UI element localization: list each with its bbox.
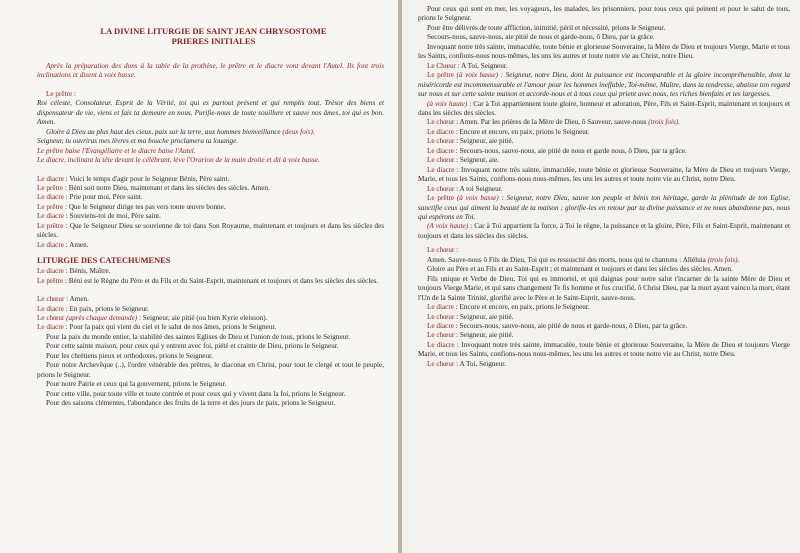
dialogue-line: [37, 277, 384, 286]
petition: Invoquant notre très sainte, immaculée, toute bénie et glorieuse Souveraine, la Mère de Dieu et toujours Vierge, Marie et tous les Saints, confions-nous nous-mêmes, les uns les autres et toute notre vie au Christ, notre Dieu.: [418, 42, 790, 61]
speaker-label: Le chœur: [427, 137, 455, 146]
litany-line: [418, 137, 790, 146]
roi-celeste-prayer: Roi céleste, Consolateur, Esprit de la Vérité, toi qui es partout présent et qui remplis tout, Trésor des biens et dispensateur de vie, viens et fais ta demeure en nous. Purifie-nous de toute souillure et sauve nos âmes, toi qui es bon. Amen.: [37, 99, 384, 127]
litany-text: : Secours-nous, sauve-nous, aie pitié de nous et garde-nous, ô Dieu, par ta grâce.: [453, 321, 688, 330]
gloire-rubric: (deux fois).: [282, 127, 315, 136]
speaker-label: Le diacre: [37, 304, 64, 313]
litany-text: : A toi Seigneur.: [454, 184, 503, 193]
speaker-label: Le diacre: [427, 340, 455, 349]
ecphonesis-2: [418, 222, 790, 241]
petition: Pour des saisons clémentes, l'abondance des fruits de la terre et des jours de paix, prions le Seigneur.: [46, 399, 336, 408]
litany-text: : Amen.: [64, 295, 89, 304]
petition: Pour notre Patrie et ceux qui la gouvernent, prions le Seigneur.: [46, 380, 227, 389]
dialogue-block: [37, 175, 384, 251]
speaker-label: Le diacre: [37, 193, 64, 202]
litany-rubric: (trois fois).: [648, 118, 680, 127]
litany-text: : Seigneur, aie pitié.: [454, 312, 514, 321]
monogenes-hymn: Fils unique et Verbe de Dieu, Toi qui es immortel, et qui daignas pour notre salut t'incarner de la sainte Mère de Dieu et toujours Vierge Marie, et qui sans changement Te fis homme et fus crucifié, ô Christ Dieu, par la mort ayant vaincu la mort, étant l'Un de la Sainte Trinité, glorifié avec le Père et le Saint-Esprit, sauve-nous.: [418, 274, 790, 302]
speaker-label: Le prêtre: [427, 71, 454, 80]
dialogue-text: : Prie pour moi, Père saint.: [63, 193, 143, 202]
intro-rubric: Après la préparation des dons à la table de la prothèse, le prêtre et le diacre vont devant l'Autel. Ils font trois inclinations et disent à voix basse.: [37, 62, 384, 80]
ecphonesis-text: : Car à Toi appartient la force, à Toi le règne, la puissance et la gloire, Père, Fils et Saint-Esprit, maintenant et toujours et dans les siècles des siècles.: [418, 222, 790, 240]
dialogue-line: [37, 184, 384, 193]
priest-label: Le prêtre :: [46, 89, 76, 98]
ecphonesis-text: : Car à Toi appartiennent toute gloire, honneur et adoration, Père, Fils et Saint-Esprit, maintenant et toujours et dans les siècles des siècles.: [418, 99, 791, 117]
litany-line: [418, 185, 790, 194]
speaker-label: Le diacre: [37, 174, 64, 183]
speaker-label: Le chœur: [427, 184, 455, 193]
speaker-label: Le chœur: [427, 359, 455, 368]
petition: Pour cette sainte maison, pour ceux qui y entrent avec foi, piété et crainte de Dieu, prions le Seigneur.: [46, 342, 339, 351]
speaker-label: Le diacre: [427, 127, 454, 136]
prayer-rubric: (à voix basse): [453, 71, 499, 80]
petition: Pour la paix du monde entier, la stabilité des saintes Eglises de Dieu et l'union de tous, prions le Seigneur.: [46, 332, 351, 341]
petition: Pour les chrétiens pieux et orthodoxes, prions le Seigneur.: [46, 351, 213, 360]
speaker-label: Le prêtre: [37, 221, 64, 230]
litany-line: [418, 322, 790, 331]
litany-block-3: [418, 303, 790, 369]
prayer-rubric: (à voix basse): [454, 194, 499, 203]
litany-line: [418, 331, 790, 340]
petition: Secours-nous, sauve-nous, aie pitié de nous et garde-nous, ô Dieu, par ta grâce.: [427, 33, 655, 42]
litany-text: : A Toi, Seigneur.: [454, 359, 507, 368]
litany-line: [37, 323, 384, 332]
dialogue-text: : Amen.: [63, 240, 89, 249]
silent-prayer-1: [418, 71, 790, 99]
silent-prayer-2: [418, 194, 790, 222]
litany-text: : Seigneur, aie.: [454, 156, 499, 165]
hymn-text: Amen. Sauve-nous ô Fils de Dieu, Toi qui es ressuscité des morts, nous qui te chantons : Alléluia: [427, 255, 708, 264]
dialogue-line: [37, 241, 384, 250]
ecphonesis-rubric: (à voix haute): [427, 99, 468, 108]
ecphonesis-rubric: (A voix haute): [427, 222, 469, 231]
litany-block: [37, 295, 384, 333]
speaker-label: Le chœur: [427, 156, 455, 165]
right-page: [402, 0, 800, 553]
litany-text: : Pour la paix qui vient du ciel et le salut de nos âmes, prions le Seigneur.: [63, 323, 277, 332]
speaker-label: Le Chœur: [427, 61, 456, 70]
speaker-label: Le diacre: [427, 321, 454, 330]
litany-text: : Invoquant notre très sainte, immaculée, toute bénie et glorieuse Souveraine, la Mère de Dieu et toujours Vierge Marie, et tous les Saints, confions-nous nous-mêmes, les uns les autres et toute notre vie au Christ, notre Dieu.: [418, 340, 790, 359]
litany-line: [418, 147, 790, 156]
litany-text: : En paix, prions le Seigneur.: [63, 304, 149, 313]
prayer-text: : Seigneur, notre Dieu, sauve ton peuple et bénis ton héritage, garde la plénitude de ton Eglise, sanctifie ceux qui aiment la beauté de ta maison ; glorifie-les en retour par ta divine puissance et ne nous abandonne pas, nous qui espérons en Toi.: [418, 194, 790, 221]
speaker-label: Le prêtre: [427, 194, 455, 203]
petition: Pour notre Archevêque (..), l'ordre vénérable des prêtres, le diaconat en Christ, pour tout le clergé et tout le peuple, prions le Seigneur.: [37, 361, 384, 379]
speaker-label: Le chœur: [37, 313, 65, 322]
section-title: LITURGIE DES CATECHUMENES: [37, 256, 171, 266]
speaker-label: Le diacre: [427, 146, 454, 155]
litany-text: : Encore et encore, en paix, prions le Seigneur.: [453, 303, 590, 312]
litany-line: [418, 118, 790, 127]
speaker-label: Le prêtre: [37, 202, 64, 211]
gloire-text: Gloire à Dieu au plus haut des cieux, paix sur la terre, aux hommes bienveillance: [46, 127, 283, 136]
dialogue-line: [37, 222, 384, 241]
dialogue-text: : Que le Seigneur Dieu se souvienne de toi dans Son Royaume, maintenant et toujours et dans les siècles des siècles.: [37, 221, 384, 240]
petition: Pour ceux qui sont en mer, les voyageurs, les malades, les prisonniers, pour tous ceux qui peinent et pour le salut de tous, prions le Seigneur.: [418, 5, 790, 23]
dialogue-text: : Béni soit notre Dieu, maintenant et dans les siècles des siècles. Amen.: [63, 183, 270, 192]
petition: Pour cette ville, pour toute ville et toute contrée et pour ceux qui y vivent dans la foi, prions le Seigneur.: [46, 389, 346, 398]
dialogue-line: [37, 203, 384, 212]
litany-line: [418, 128, 790, 137]
dialogue-text: : Souviens-toi de moi, Père saint.: [63, 212, 161, 221]
litany-text: : Seigneur, aie pitié.: [454, 137, 514, 146]
litany-line: [37, 305, 384, 314]
speaker-label: Le prêtre: [37, 183, 64, 192]
dialogue-line: [37, 212, 384, 221]
speaker-label: Le diacre: [427, 303, 454, 312]
dialogue-text: : Bénis, Maître.: [63, 267, 111, 276]
hymn-rubric: (trois fois).: [707, 255, 740, 264]
hymn-line: [418, 256, 790, 265]
page-title: [37, 26, 384, 46]
dialogue-line: [37, 267, 384, 276]
litany-text: : Encore et encore, en paix, prions le Seigneur.: [453, 127, 590, 136]
title-line-1: LA DIVINE LITURGIE DE SAINT JEAN CHRYSOSTOME: [100, 26, 327, 36]
litany-text: : Invoquant notre très sainte, immaculée, toute bénie et glorieuse Souveraine, la Mère de Dieu et toujours Vierge, Marie, et tous les Saints, confions-nous nous-mêmes, les uns les autres et toute notre vie au Christ, notre Dieu.: [418, 165, 790, 184]
litany-line: [37, 314, 384, 323]
levres-verse: Seigneur, tu ouvriras mes lèvres et ma bouche proclamera ta louange.: [37, 137, 239, 146]
diacre-incline-rubric: Le diacre, inclinant la tête devant le célébrant, lève l'Orarion de la main droite et dit à voix basse.: [37, 156, 320, 165]
dialogue-line: [37, 193, 384, 202]
speaker-label: Le diacre: [37, 240, 64, 249]
dialogue-text: : Voici le temps d'agir pour le Seigneur Bénis, Père saint.: [63, 174, 230, 183]
speaker-label: Le diacre: [427, 165, 455, 174]
speaker-label: Le chœur: [427, 118, 455, 127]
litany-text: : Amen. Par les prières de la Mère de Dieu, ô Sauveur, sauve-nous: [454, 118, 649, 127]
litany-line: [418, 313, 790, 322]
left-page: [0, 0, 398, 553]
dialogue-line: [37, 175, 384, 184]
litany-text: : Seigneur, aie pitié.: [454, 331, 514, 340]
response-text: : A Toi, Seigneur.: [455, 61, 508, 70]
litany-line: [418, 166, 790, 185]
speaker-label: Le chœur: [37, 295, 65, 304]
dialogue-text: : Béni est le Règne du Père et du Fils et du Saint-Esprit, maintenant et toujours et dans les siècles des siècles.: [63, 276, 379, 285]
litany-block-2: [418, 118, 790, 194]
gloire-pere: Gloire au Père et au Fils et au Saint-Esprit ; et maintenant et toujours et dans les siècles des siècles. Amen.: [427, 265, 733, 274]
prayer-text: : Seigneur, notre Dieu, dont la puissance est incomparable et la gloire incompréhensible, dont la miséricorde est incommensurable et l'amour pour les hommes ineffable, Toi-même, Maître, dans ta tendresse, abaisse ton regard sur nous et sur cette sainte maison et accorde-nous et à tous ceux qui prient avec nous, tes riches bienfaits et tes largesses.: [418, 71, 791, 99]
title-line-2: PRIERES INITIALES: [171, 36, 256, 46]
gloire-prayer: [37, 128, 384, 137]
speaker-label: Le diacre: [37, 212, 64, 221]
litany-line: [418, 341, 790, 360]
litany-line: [37, 295, 384, 304]
dialogue-text: : Que le Seigneur dirige tes pas vers toute œuvre bonne.: [63, 202, 226, 211]
litany-rubric: (après chaque demande): [64, 313, 138, 322]
speaker-label: Le prêtre: [37, 276, 64, 285]
speaker-label: Le chœur: [427, 331, 455, 340]
speaker-label: Le chœur: [427, 312, 455, 321]
litany-text: : Secours-nous, sauve-nous, aie pitié de nous et garde nous, ô Dieu, par ta grâce.: [453, 146, 687, 155]
litany-line: [418, 156, 790, 165]
pretre-baise-rubric: Le prêtre baise l'Evangéliaire et le diacre baise l'Autel.: [37, 146, 196, 155]
litany-text: : Seigneur, aie pitié (ou bien Kyrie eleisson).: [137, 313, 268, 322]
speaker-label: Le diacre: [37, 323, 64, 332]
choir-response: [418, 62, 790, 71]
petitions-block: [37, 333, 384, 409]
litany-line: [418, 360, 790, 369]
petition: Pour être délivrés de toute affliction, inimitié, péril et nécessité, prions le Seigneur.: [427, 23, 666, 32]
choir-label: Le chœur :: [427, 246, 459, 255]
ecphonesis-1: [418, 100, 790, 119]
litany-line: [418, 303, 790, 312]
speaker-label: Le diacre: [37, 267, 64, 276]
